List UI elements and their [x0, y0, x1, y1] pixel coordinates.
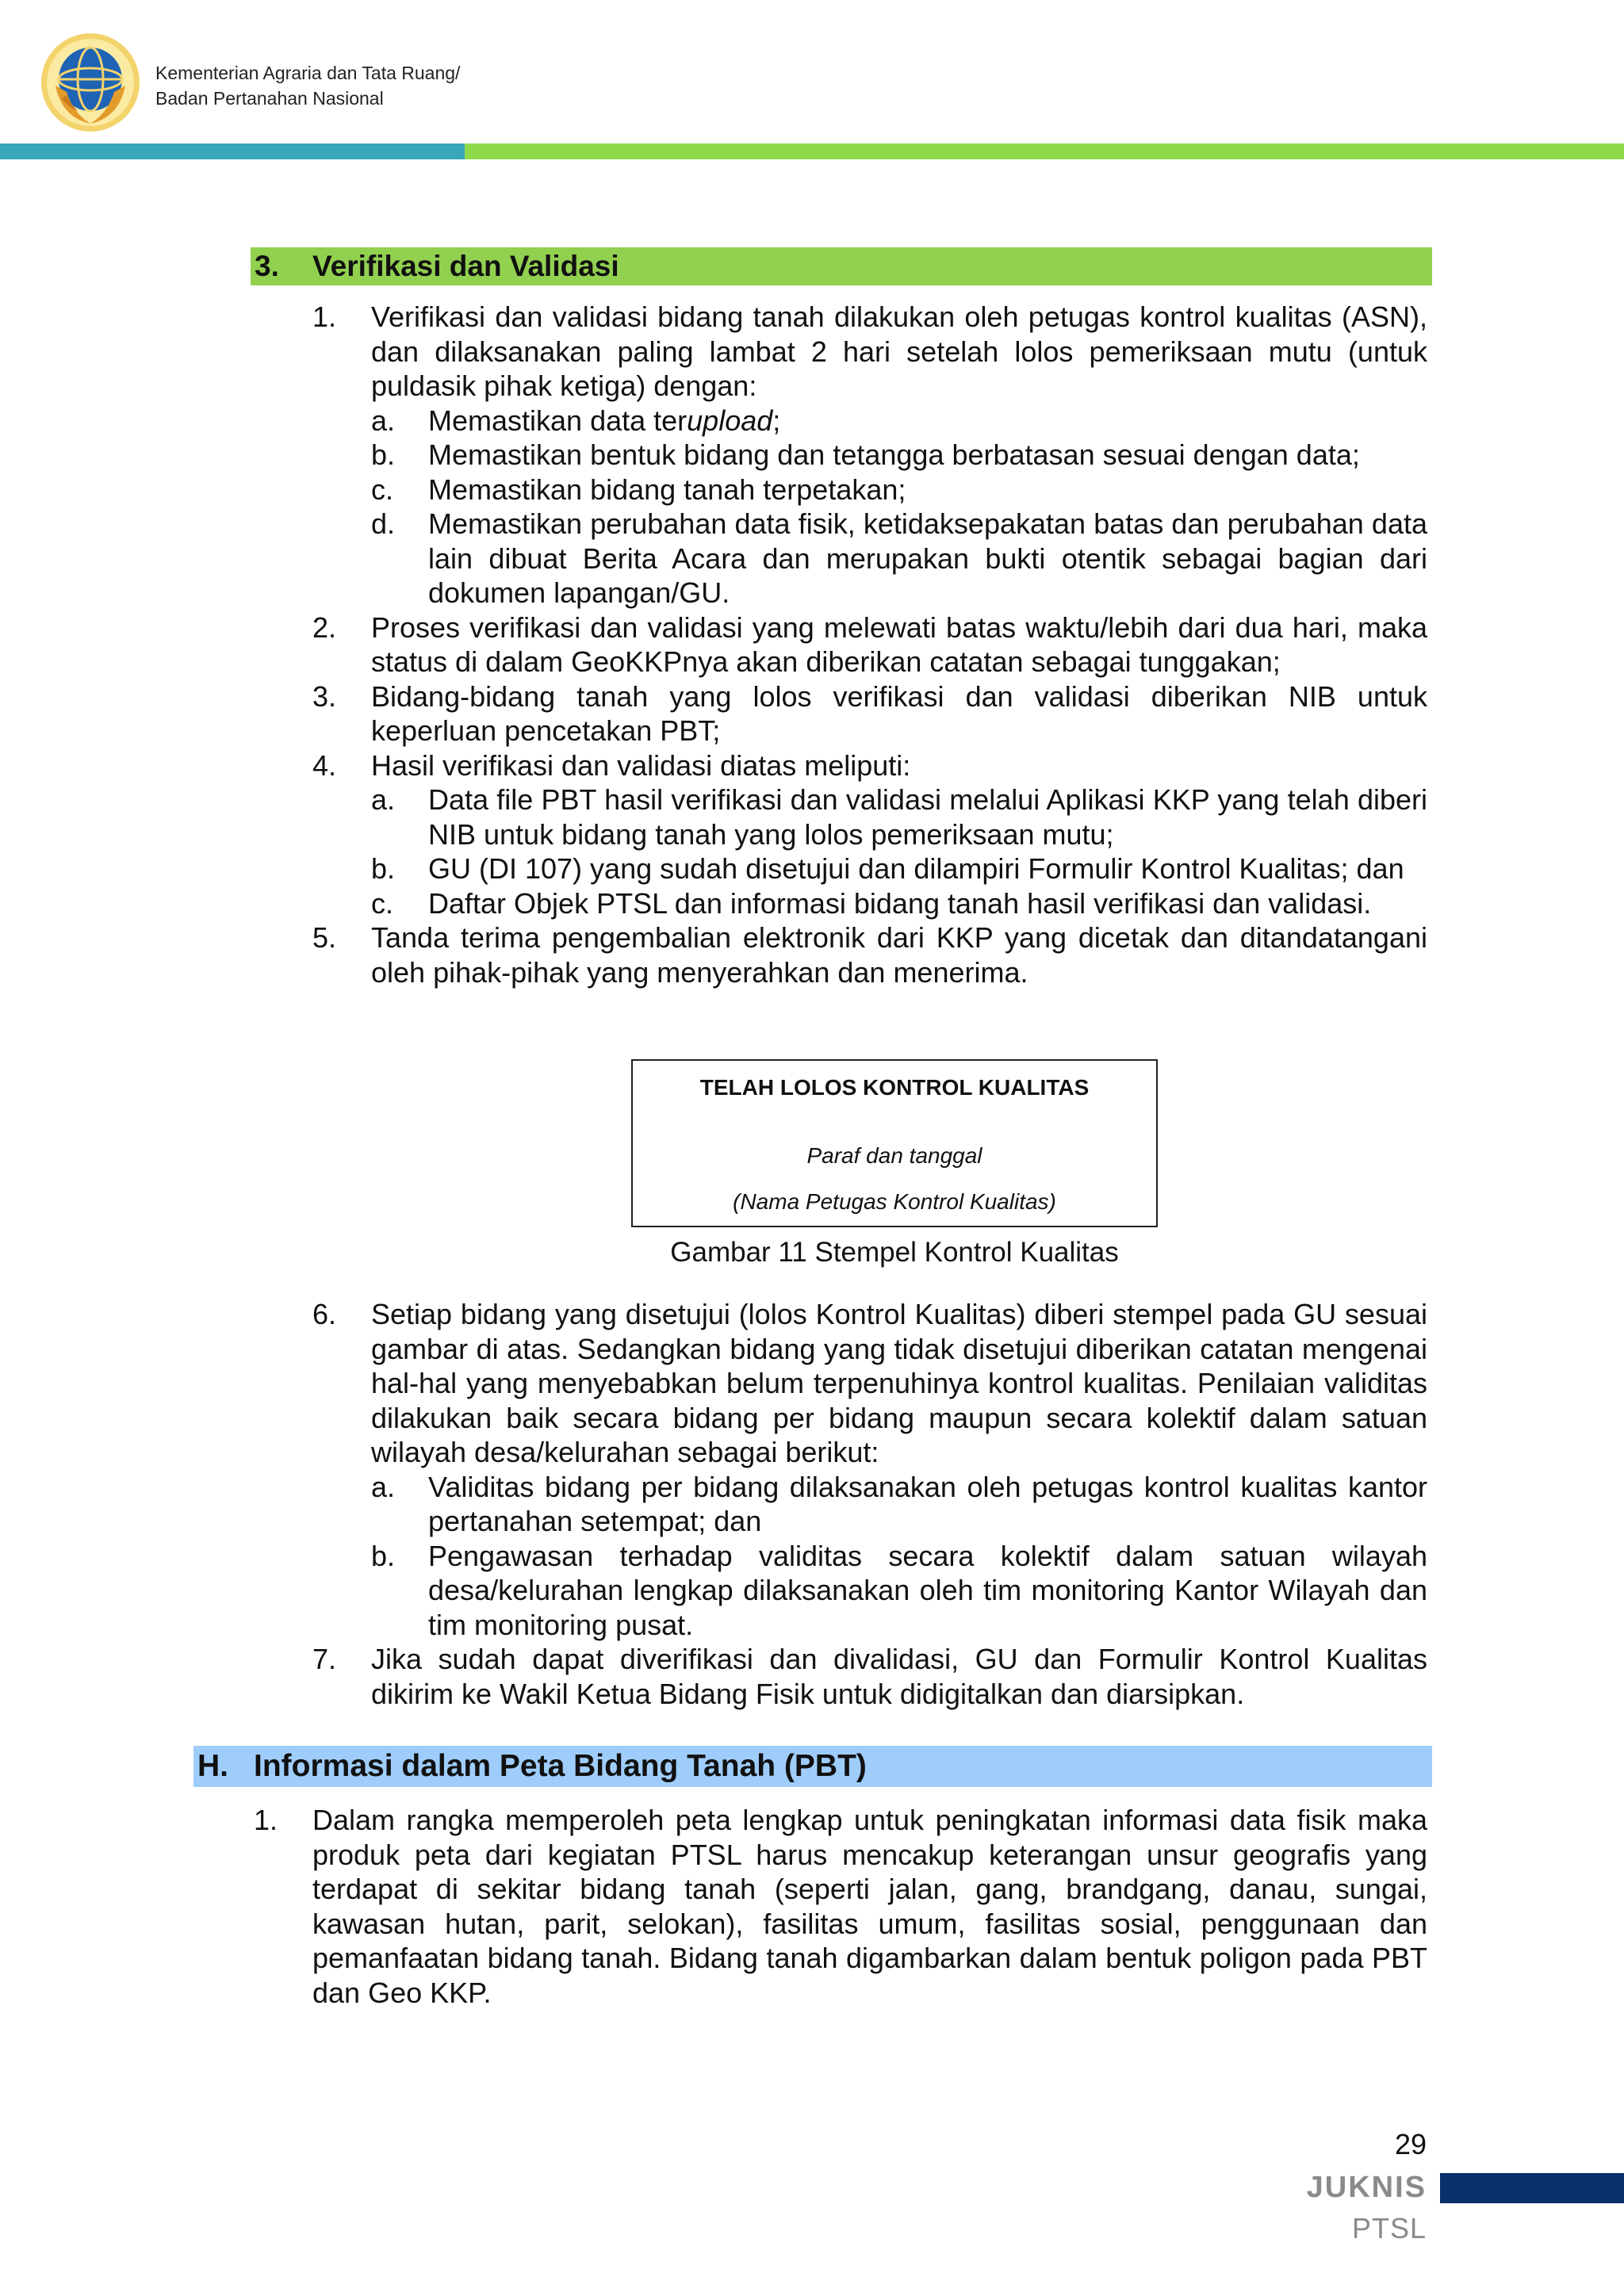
sub-list-item: d. Memastikan perubahan data fisik, ketidaksepakatan batas dan perubahan data lain dibuat Berita Acara dan merupakan bukti otentik sebagai bagian dari dokumen lapangan/GU. — [371, 507, 1427, 609]
section-h-number: H. — [197, 1749, 228, 1783]
footer-bar — [1440, 2173, 1624, 2203]
sub-list-item: a. Validitas bidang per bidang dilaksanakan oleh petugas kontrol kualitas kantor pertanahan setempat; dan — [371, 1470, 1427, 1537]
list-item: 7. Jika sudah dapat diverifikasi dan divalidasi, GU dan Formulir Kontrol Kualitas dikirim ke Wakil Ketua Bidang Fisik untuk didigitalkan dan diarsipkan. — [312, 1643, 1427, 1710]
section-3-list-continued — [312, 1297, 1427, 1711]
sub-list-item: b. GU (DI 107) yang sudah disetujui dan dilampiri Formulir Kontrol Kualitas; dan — [371, 852, 1404, 885]
list-item: 2. Proses verifikasi dan validasi yang melewati batas waktu/lebih dari dua hari, maka status di dalam GeoKKPnya akan diberikan catatan sebagai tunggakan; — [312, 610, 1427, 678]
sub-list-item: b. Pengawasan terhadap validitas secara kolektif dalam satuan wilayah desa/kelurahan lengkap dilaksanakan oleh tim monitoring Kantor Wilayah dan tim monitoring pusat. — [371, 1539, 1427, 1641]
sub-list-item: c. Memastikan bidang tanah terpetakan; — [371, 473, 906, 506]
org-line-1: Kementerian Agraria dan Tata Ruang/ — [155, 63, 461, 83]
list-item: 1. Verifikasi dan validasi bidang tanah dilakukan oleh petugas kontrol kualitas (ASN), dan dilaksanakan paling lambat 2 hari setelah lolos pemeriksaan mutu (untuk puldasik pihak ketiga) dengan: a. Memastikan data terupload; b. Memastikan bentuk bidang dan tetangga berbatasan sesuai dengan data; c. Memastikan bidang tanah terpetakan; d. Memastikan perubahan data fisik, ketidaksepakatan batas dan perubahan data lain dibuat Berita Acara dan merupakan bukti otentik sebagai bagian dari dokumen lapangan/GU. — [312, 300, 1427, 609]
organization-name — [155, 60, 460, 111]
section-3-heading — [251, 247, 1432, 285]
section-h-list — [254, 1803, 1427, 2010]
sub-list-item: a. Data file PBT hasil verifikasi dan validasi melalui Aplikasi KKP yang telah diberi NIB untuk bidang tanah yang lolos pemeriksaan mutu; — [371, 783, 1427, 851]
list-item: 6. Setiap bidang yang disetujui (lolos Kontrol Kualitas) diberi stempel pada GU sesuai gambar di atas. Sedangkan bidang yang tidak disetujui diberikan catatan mengenai hal-hal yang menyebabkan belum terpenuhinya kontrol kualitas. Penilaian validitas dilakukan baik secara bidang per bidang maupun secara kolektif dalam satuan wilayah desa/kelurahan sebagai berikut: a. Validitas bidang per bidang dilaksanakan oleh petugas kontrol kualitas kantor pertanahan setempat; dan b. Pengawasan terhadap validitas secara kolektif dalam satuan wilayah desa/kelurahan lengkap dilaksanakan oleh tim monitoring Kantor Wilayah dan tim monitoring pusat. — [312, 1298, 1427, 1641]
stamp-paraf: Paraf dan tanggal — [806, 1143, 982, 1168]
list-item: 4. Hasil verifikasi dan validasi diatas meliputi: a. Data file PBT hasil verifikasi dan validasi melalui Aplikasi KKP yang telah diberi NIB untuk bidang tanah yang lolos pemeriksaan mutu; b. GU (DI 107) yang sudah disetujui dan dilampiri Formulir Kontrol Kualitas; dan c. Daftar Objek PTSL dan informasi bidang tanah hasil verifikasi dan validasi. — [312, 748, 1427, 920]
section-3-title: Verifikasi dan Validasi — [312, 250, 619, 282]
sub-list-item: c. Daftar Objek PTSL dan informasi bidang tanah hasil verifikasi dan validasi. — [371, 886, 1372, 920]
header-bar-left — [0, 144, 465, 159]
sub-list-item: b. Memastikan bentuk bidang dan tetangga berbatasan sesuai dengan data; — [371, 438, 1360, 471]
ministry-logo — [38, 30, 143, 135]
list-item: 1. Dalam rangka memperoleh peta lengkap untuk peningkatan informasi data fisik maka produk peta dari kegiatan PTSL harus mencakup keterangan unsur geografis yang terdapat di sekitar bidang tanah (seperti jalan, gang, brandgang, danau, sungai, kawasan hutan, parit, selokan), fasilitas umum, fasilitas sosial, penggunaan dan pemanfaatan bidang tanah. Bidang tanah digambarkan dalam bentuk poligon pada PBT dan Geo KKP. — [254, 1804, 1427, 2009]
section-h-title: Informasi dalam Peta Bidang Tanah (PBT) — [254, 1749, 867, 1783]
list-item: 5. Tanda terima pengembalian elektronik dari KKP yang dicetak dan ditandatangani oleh pihak-pihak yang menyerahkan dan menerima. — [312, 921, 1427, 989]
quality-control-stamp — [631, 1059, 1158, 1227]
header-bar-right — [465, 144, 1624, 159]
section-3-list — [312, 300, 1427, 989]
sub-list — [371, 404, 1427, 610]
section-h-heading — [193, 1746, 1432, 1787]
stamp-officer-name: (Nama Petugas Kontrol Kualitas) — [733, 1189, 1056, 1214]
stamp-title: TELAH LOLOS KONTROL KUALITAS — [699, 1075, 1090, 1100]
sub-list-item: a. Memastikan data terupload; — [371, 404, 781, 437]
page-header — [0, 0, 1624, 159]
org-line-2: Badan Pertanahan Nasional — [155, 88, 384, 109]
list-item: 3. Bidang-bidang tanah yang lolos verifikasi dan validasi diberikan NIB untuk keperluan pencetakan PBT; — [312, 679, 1427, 747]
section-3-number: 3. — [255, 250, 279, 282]
footer-subtitle: PTSL — [1351, 2212, 1427, 2244]
sub-list — [371, 783, 1427, 920]
page-number: 29 — [1394, 2128, 1427, 2160]
sub-list — [371, 1470, 1427, 1643]
figure-caption: Gambar 11 Stempel Kontrol Kualitas — [670, 1237, 1119, 1268]
footer-brand: JUKNIS — [1306, 2171, 1427, 2204]
